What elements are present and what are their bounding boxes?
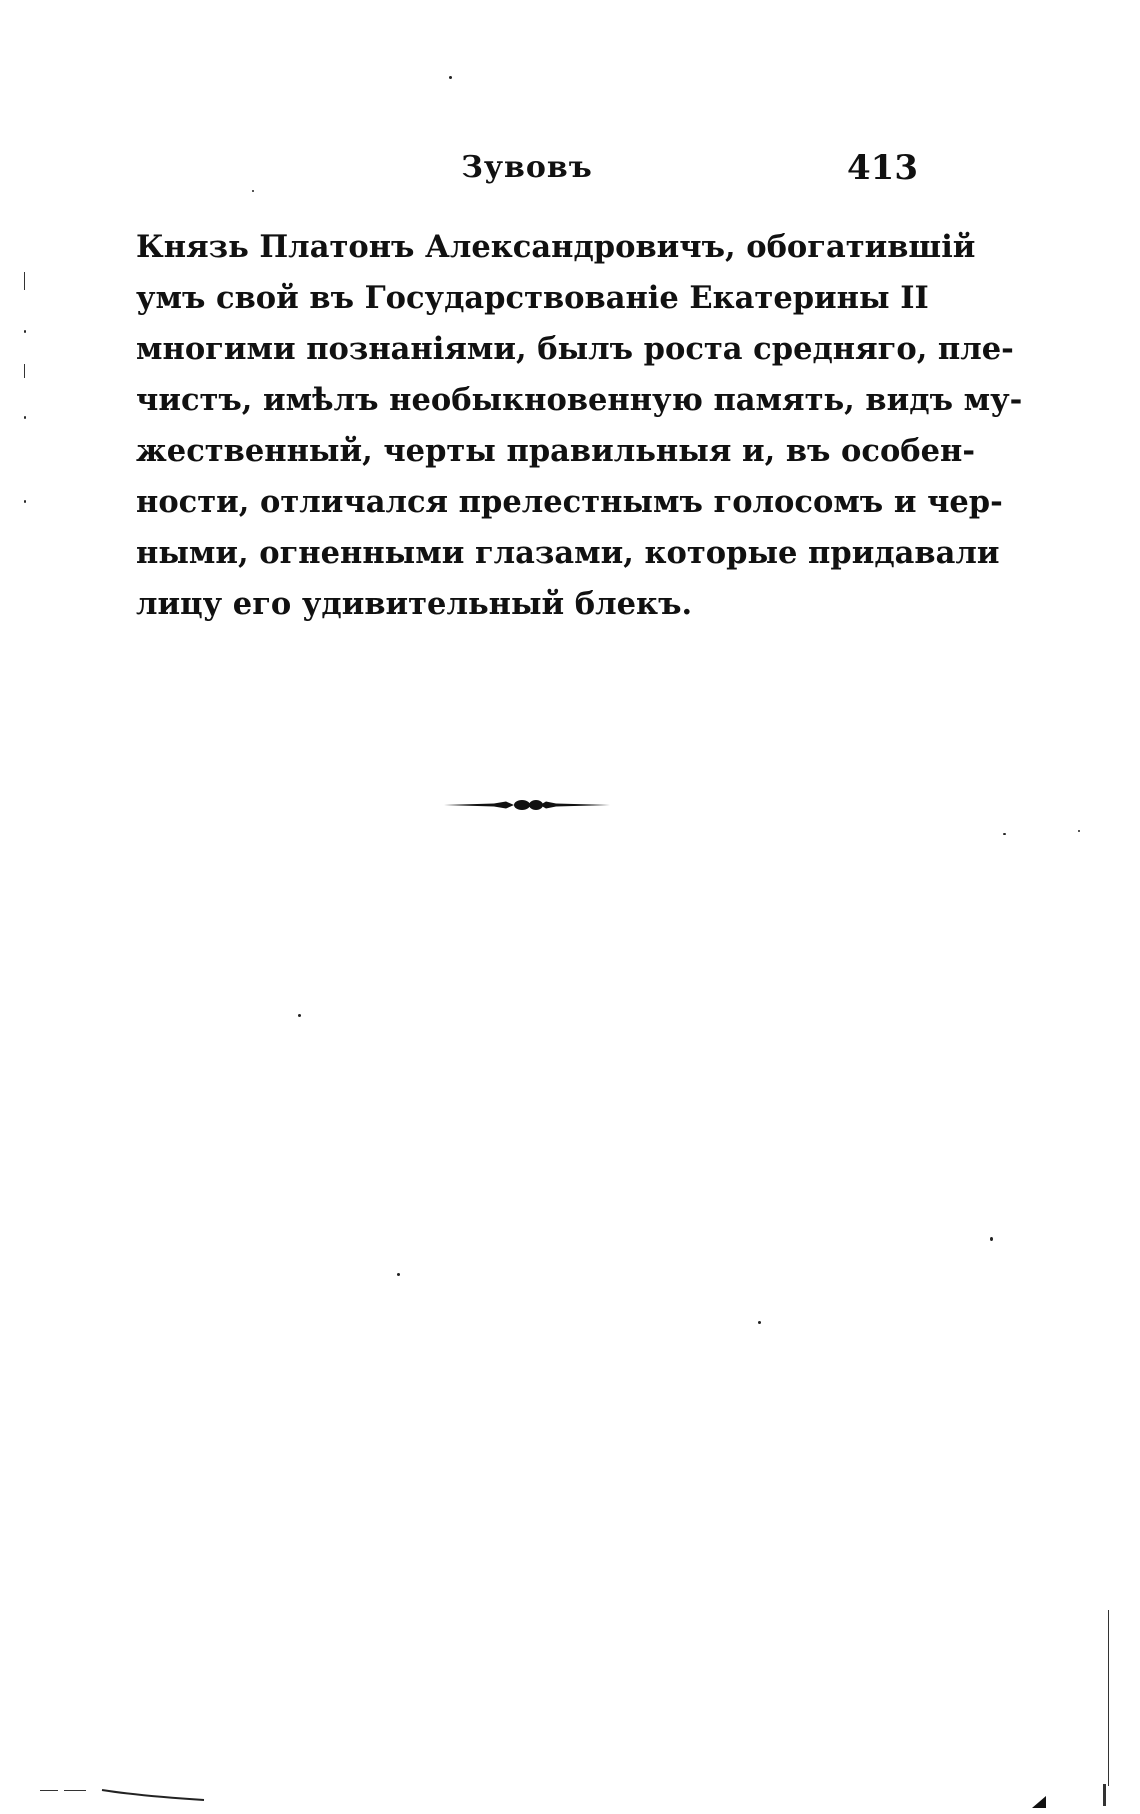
text-line: чистъ, имѣлъ необыкновенную память, видъ му- — [136, 382, 1023, 418]
scan-speck — [24, 500, 26, 503]
scan-speck — [1078, 830, 1080, 832]
text-line: многими познаніями, былъ роста средняго, пле- — [136, 331, 1014, 367]
scan-edge-mark — [24, 364, 25, 378]
scan-speck — [1003, 833, 1006, 835]
running-head — [136, 150, 918, 200]
scan-speck — [449, 76, 452, 79]
scan-edge-mark — [24, 272, 25, 290]
scan-speck — [990, 1237, 993, 1241]
body-paragraph — [136, 222, 1023, 630]
scan-edge-mark — [64, 1790, 86, 1791]
text-line: умъ свой въ Государствованіе Екатерины II — [136, 280, 929, 316]
scan-edge-stroke — [100, 1788, 208, 1804]
scan-edge-mark — [1108, 1610, 1109, 1786]
scan-speck — [24, 330, 26, 333]
text-line: лицу его удивительный блекъ. — [136, 586, 693, 622]
running-title: Зувовъ — [461, 150, 593, 185]
text-line: Князь Платонъ Александровичъ, обогатившій — [136, 229, 976, 265]
scan-speck — [24, 416, 26, 419]
scan-speck — [758, 1321, 761, 1324]
text-line: ности, отличался прелестнымъ голосомъ и чер- — [136, 484, 1003, 520]
scan-corner-mark — [1030, 1792, 1050, 1810]
scan-speck — [397, 1273, 400, 1276]
scan-speck — [298, 1014, 301, 1017]
text-line: ными, огненными глазами, которые придавали — [136, 535, 1000, 571]
text-line: жественный, черты правильныя и, въ особен- — [136, 433, 976, 469]
page-number: 413 — [847, 148, 918, 188]
scan-edge-mark — [40, 1790, 58, 1791]
tailpiece-ornament-icon — [444, 796, 610, 814]
scan-edge-mark — [1103, 1784, 1106, 1806]
scan-speck — [252, 190, 254, 192]
